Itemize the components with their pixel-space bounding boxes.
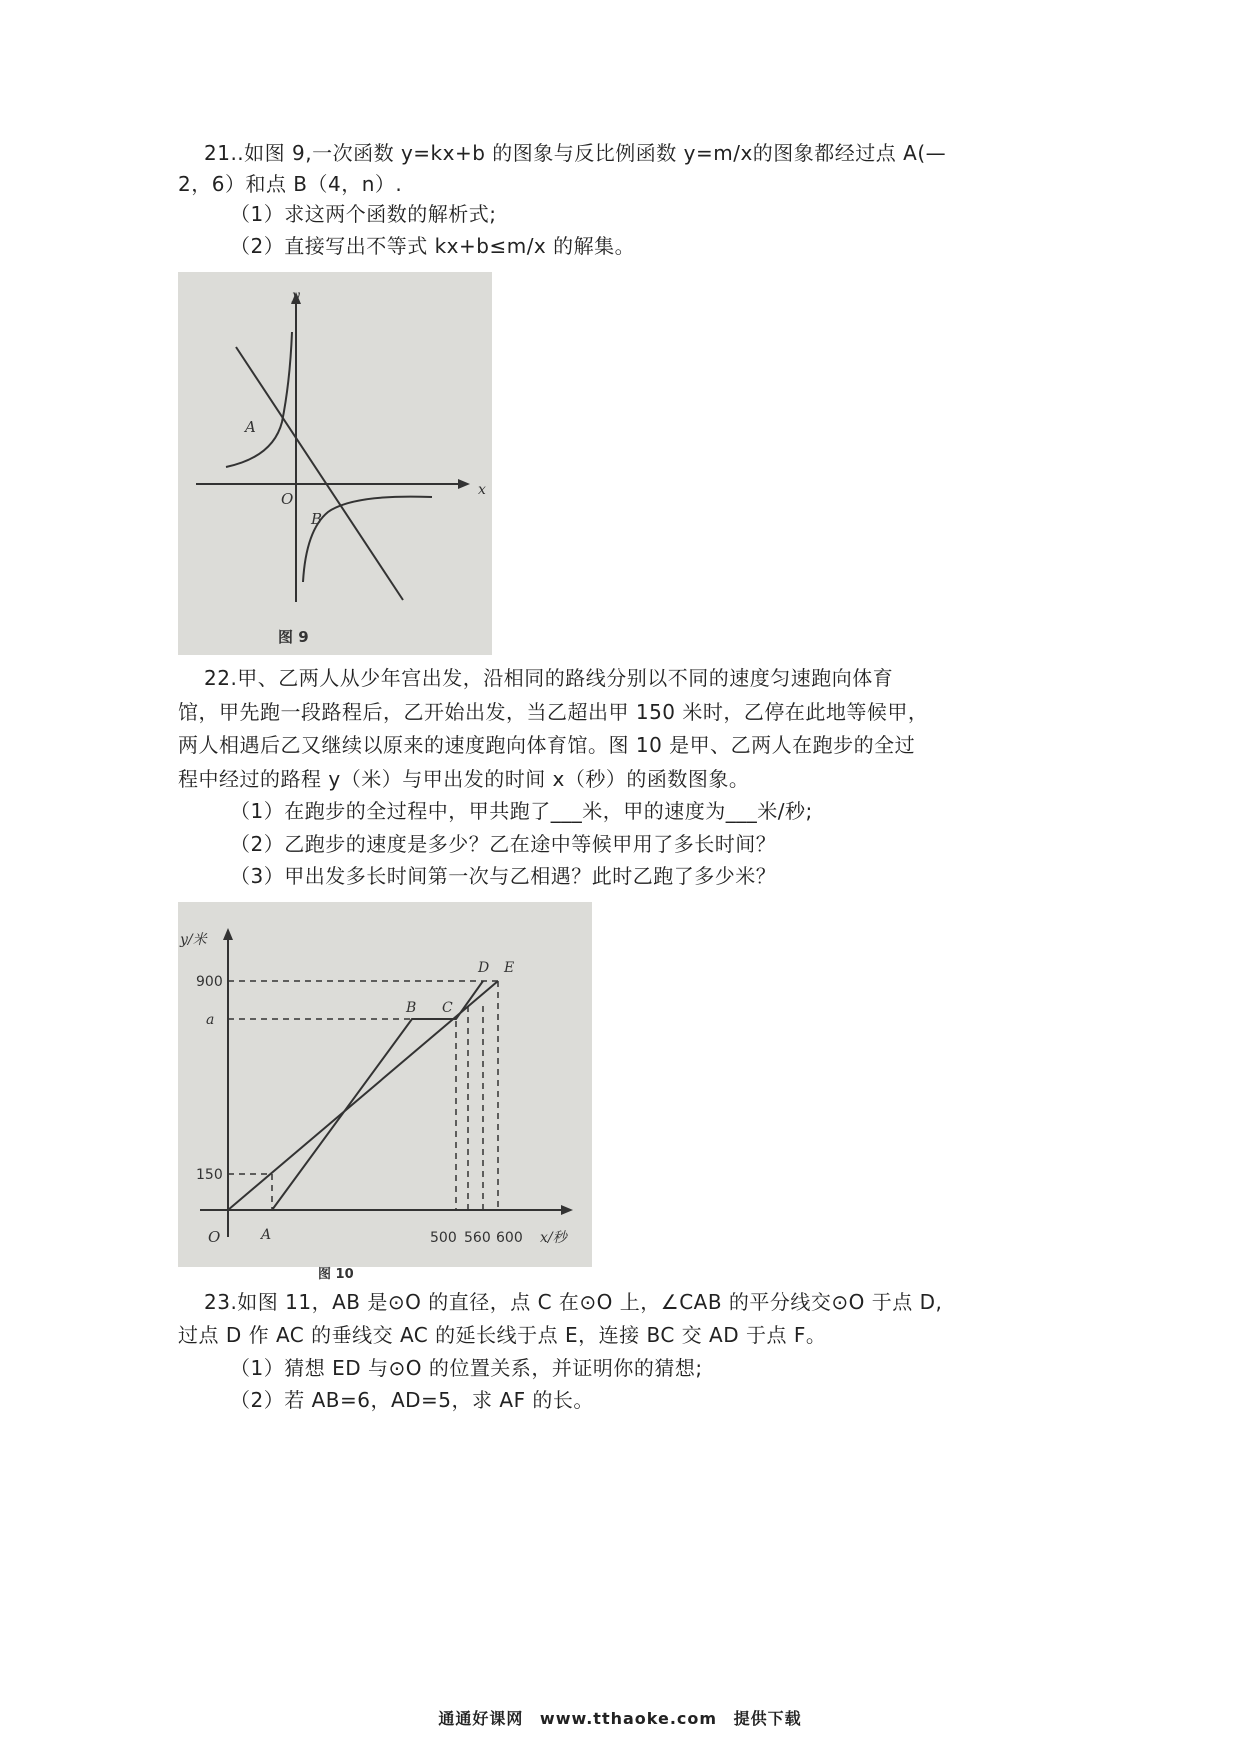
q21-part-1: （1）求这两个函数的解析式;: [230, 202, 497, 226]
x-axis-arrow-icon: [561, 1205, 573, 1215]
figure-10: [178, 902, 592, 1282]
footer-suffix: 提供下载: [733, 1709, 802, 1728]
hyperbola-branch-upper-left: [226, 332, 292, 467]
linear-function-line: [236, 347, 403, 600]
hyperbola-branch-lower-right: [303, 497, 432, 582]
q21-part-2: （2）直接写出不等式 kx+b≤m/x 的解集。: [230, 234, 636, 258]
x-axis-arrow-icon: [458, 479, 470, 489]
q22-line-4: 程中经过的路程 y（米）与甲出发的时间 x（秒）的函数图象。: [178, 767, 750, 791]
origin-label: O: [281, 490, 294, 508]
q22-part-1: （1）在跑步的全过程中，甲共跑了___米，甲的速度为___米/秒;: [230, 799, 813, 823]
q23-part-2: （2）若 AB=6，AD=5，求 AF 的长。: [230, 1388, 594, 1412]
figure-9-caption: 图 9: [278, 628, 309, 646]
x-tick-600: 600: [496, 1230, 523, 1246]
y-tick-a: a: [206, 1012, 215, 1028]
q22-line-1: 22.甲、乙两人从少年宫出发，沿相同的路线分别以不同的速度匀速跑向体育: [204, 666, 894, 690]
y-axis-label: y: [292, 288, 300, 304]
q22-line-2: 馆，甲先跑一段路程后，乙开始出发，当乙超出甲 150 米时，乙停在此地等候甲，: [178, 700, 929, 724]
point-b-label: B: [406, 1000, 417, 1016]
y-axis-label: y/米: [180, 932, 207, 948]
y-axis-arrow-icon: [223, 928, 233, 940]
q21-line-2: 2，6）和点 B（4，n）.: [178, 172, 403, 196]
point-e-label: E: [504, 960, 515, 976]
footer-site-name: 通通好课网: [438, 1709, 524, 1728]
point-a-label: A: [245, 418, 256, 436]
point-d-label: D: [478, 960, 490, 976]
figure-10-caption: 图 10: [318, 1267, 354, 1282]
q21-line-1: 21..如图 9,一次函数 y=kx+b 的图象与反比例函数 y=m/x的图象都经过点 A(—: [204, 141, 947, 165]
point-a-label: A: [261, 1227, 272, 1243]
y-tick-900: 900: [196, 974, 223, 990]
q22-part-3: （3）甲出发多长时间第一次与乙相遇？此时乙跑了多少米？: [230, 864, 777, 888]
y-tick-150: 150: [196, 1167, 223, 1183]
x-tick-500: 500: [430, 1230, 457, 1246]
x-axis-label: x: [478, 482, 486, 498]
q23-line-1: 23.如图 11，AB 是⊙O 的直径，点 C 在⊙O 上，∠CAB 的平分线交⊙O 于点 D,: [204, 1290, 943, 1314]
point-b-label: B: [311, 510, 323, 528]
q22-part-2: （2）乙跑步的速度是多少？乙在途中等候甲用了多长时间？: [230, 832, 777, 856]
x-axis-label: x/秒: [540, 1230, 567, 1246]
figure-9: [178, 272, 492, 655]
point-c-label: C: [442, 1000, 453, 1016]
q23-part-1: （1）猜想 ED 与⊙O 的位置关系，并证明你的猜想;: [230, 1356, 703, 1380]
footer-url-link[interactable]: www.tthaoke.com: [539, 1709, 718, 1728]
origin-label: O: [208, 1228, 221, 1246]
q22-line-3: 两人相遇后乙又继续以原来的速度跑向体育馆。图 10 是甲、乙两人在跑步的全过: [178, 733, 916, 757]
page-footer: [0, 1706, 1240, 1729]
q23-line-2: 过点 D 作 AC 的垂线交 AC 的延长线于点 E，连接 BC 交 AD 于点 F。: [178, 1323, 827, 1347]
x-tick-560: 560: [464, 1230, 491, 1246]
